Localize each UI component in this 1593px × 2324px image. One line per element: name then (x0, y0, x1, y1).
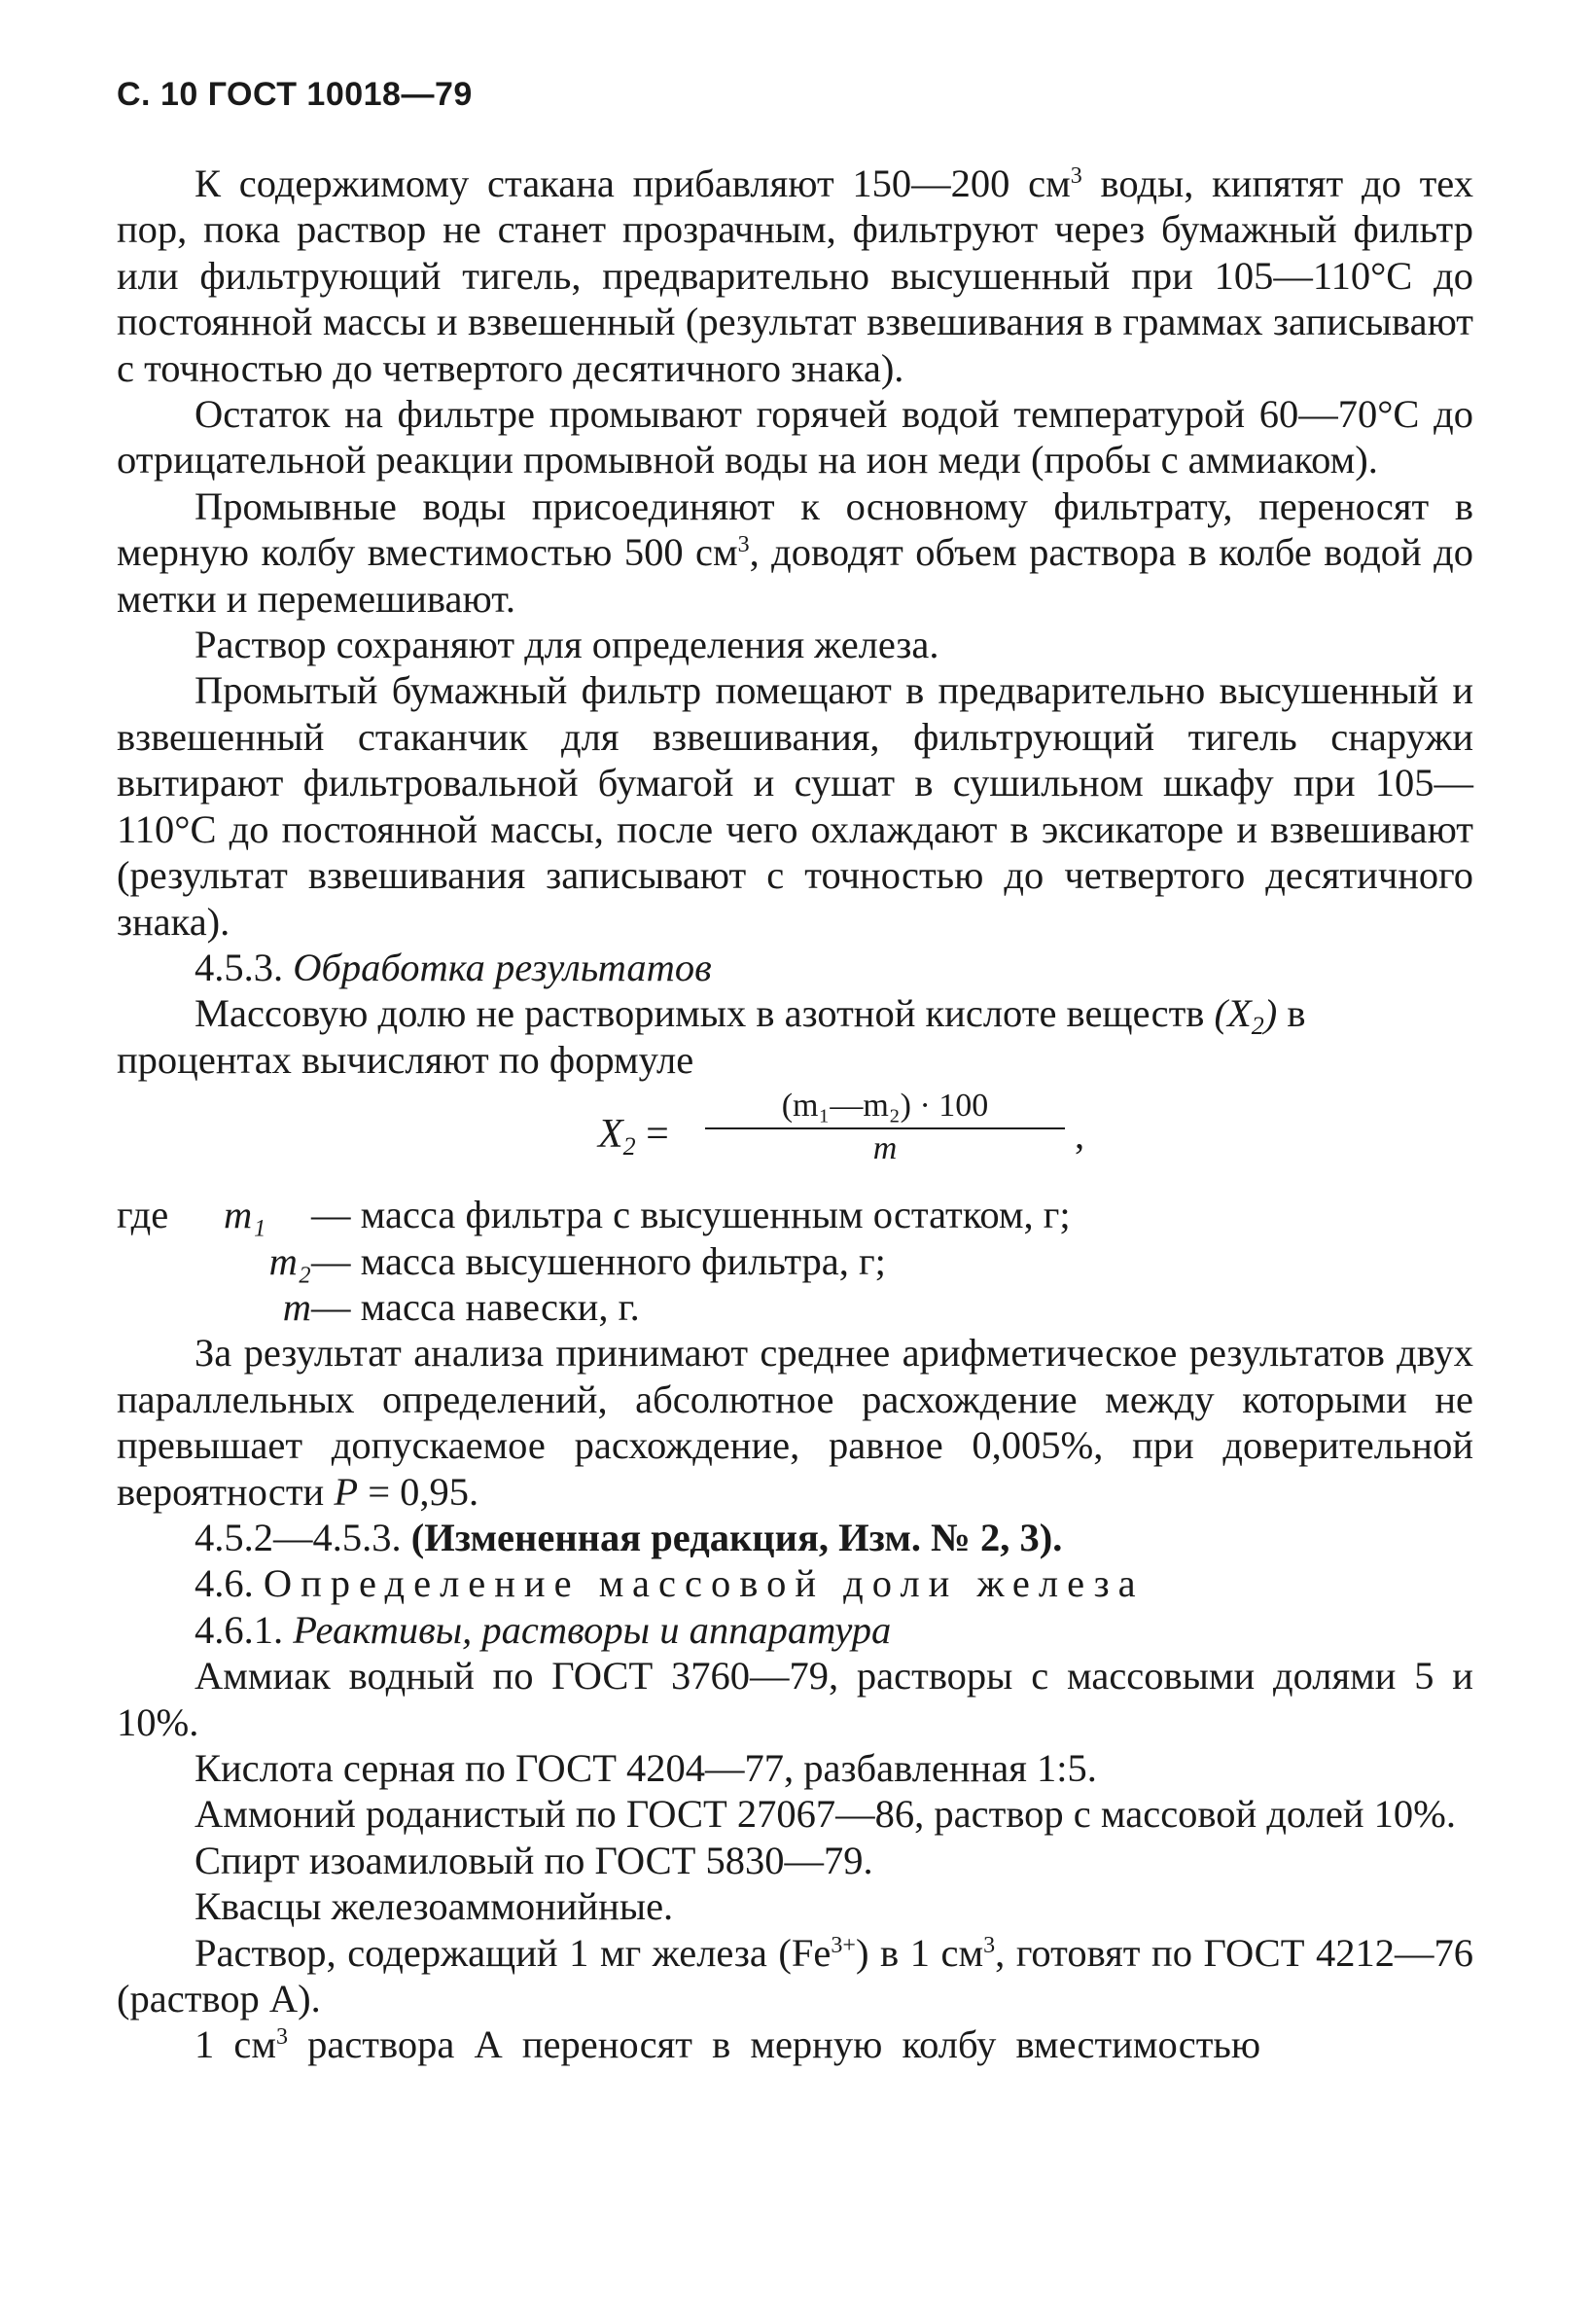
definition-row (117, 1238, 1473, 1284)
formula-x2 (117, 1087, 1473, 1184)
paragraph-wash-residue: Остаток на фильтре промывают горячей водой температурой 60—70°С до отрицательной реакции промывной воды на ион меди (пробы с аммиаком). (117, 392, 1473, 483)
reagent-isoamyl-alcohol: Спирт изоамиловый по ГОСТ 5830—79. (195, 1838, 873, 1882)
where-label: где (117, 1193, 169, 1237)
reagent-ammonia: Аммиак водный по ГОСТ 3760—79, растворы с массовыми долями 5 и 10%. (117, 1654, 1473, 1744)
paragraph-result: За результат анализа принимают среднее арифметическое результатов двух параллельных определений, абсолютное расхождение между которыми не превышает допускаемое расхождение, равное 0,005%, при доверительной вероятности Р = 0,95. (117, 1331, 1473, 1514)
definition-row (117, 1192, 1473, 1237)
reagent-ammonium-thiocyanate: Аммоний роданистый по ГОСТ 27067—86, раствор с массовой долей 10%. (195, 1792, 1456, 1837)
definition-text: — масса фильтра с высушенным остатком, г; (311, 1193, 1071, 1237)
section-4-6-heading: 4.6. Определение массовой доли железа (195, 1561, 1145, 1606)
paragraph-save-solution: Раствор сохраняют для определения железа. (195, 623, 939, 667)
formula-comma: , (1075, 1113, 1085, 1158)
paragraph-revision: 4.5.2—4.5.3. (Измененная редакция, Изм. № 2, 3). (195, 1515, 1063, 1559)
definition-symbol: m (282, 1284, 311, 1329)
paragraph-dissolve: К содержимому стакана прибавляют 150—200 $см^3$ воды, кипятят до тех пор, пока раствор не станет прозрачным, фильтруют через бумажный фильтр или фильтрующий тигель, предварительно высушенный при 105—110°С до постоянной массы и взвешенный (результат взвешивания в граммах записывают с точностью до четвертого десятичного знака). (117, 161, 1473, 390)
formula-lhs: $X_2$ = (598, 1112, 669, 1162)
definition-symbol: m₁ (224, 1193, 266, 1237)
paragraph-mass-fraction: Массовую долю не растворимых в азотной кислоте веществ $(X_2)$ в процентах вычисляют по формуле (117, 991, 1306, 1082)
formula-fraction (705, 1087, 1065, 1168)
page-header: С. 10 ГОСТ 10018—79 (117, 76, 473, 113)
section-4-6-1-heading: 4.6.1. Реактивы, растворы и аппаратура (195, 1607, 892, 1652)
formula-numerator: (m₁—m₂) · 100 (705, 1087, 1065, 1129)
reagent-iron-solution: Раствор, содержащий 1 мг железа $(Fe^{3+})$ в 1 $см^3$, готовят по ГОСТ 4212—76 (раствор А). (117, 1930, 1473, 2021)
definition-row (117, 1284, 1473, 1330)
reagent-iron-alum: Квасцы железоаммонийные. (195, 1884, 674, 1929)
formula-denominator: m (872, 1130, 898, 1167)
document-body (117, 161, 1473, 2068)
paragraph-transfer: 1 $см^3$ раствора А переносят в мерную колбу вместимостью (195, 2022, 1261, 2067)
section-4-5-3-heading: 4.5.3. Обработка результатов (195, 945, 712, 989)
variable-definitions (117, 1192, 1473, 1330)
reagent-sulfuric-acid: Кислота серная по ГОСТ 4204—77, разбавленная 1:5. (195, 1746, 1097, 1790)
definition-text: — масса навески, г. (311, 1284, 640, 1329)
paragraph-wash-waters: Промывные воды присоединяют к основному фильтрату, переносят в мерную колбу вместимостью 500 $см^3$, доводят объем раствора в колбе водой до метки и перемешивают. (117, 483, 1473, 621)
paragraph-dry-filter: Промытый бумажный фильтр помещают в предварительно высушенный и взвешенный стаканчик для взвешивания, фильтрующий тигель снаружи вытирают фильтровальной бумагой и сушат в сушильном шкафу при 105—110°С до постоянной массы, после чего охлаждают в эксикаторе и взвешивают (результат взвешивания записывают с точностью до четвертого десятичного знака). (117, 668, 1473, 944)
definition-symbol: m₂ (268, 1238, 311, 1283)
definition-text: — масса высушенного фильтра, г; (311, 1238, 886, 1283)
